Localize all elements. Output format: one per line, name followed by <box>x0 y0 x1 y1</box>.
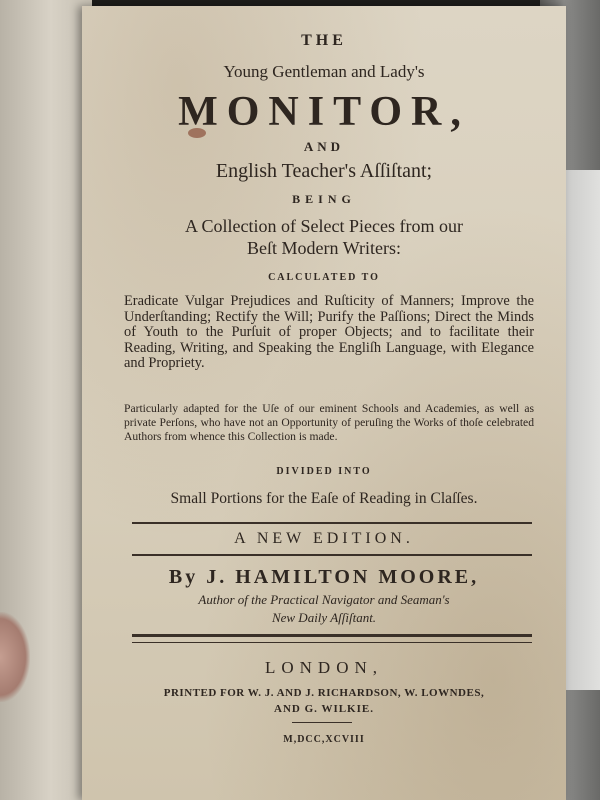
collection-line-2: Beſt Modern Writers: <box>247 238 401 258</box>
portions-line: Small Portions for the Eaſe of Reading in Claſſes. <box>170 490 478 507</box>
author-line: By J. HAMILTON MOORE, <box>168 566 480 588</box>
author-description-2: New Daily Aſſiſtant. <box>271 610 377 625</box>
main-title: MONITOR, <box>178 89 470 135</box>
divider-rule <box>132 522 532 524</box>
short-rule <box>292 722 352 723</box>
year-line: M,DCC,XCVIII <box>283 734 365 745</box>
author-description-1: Author of the Practical Navigator and Seaman's <box>198 592 450 607</box>
divider-rule <box>132 554 532 556</box>
printer-line-1: PRINTED FOR W. J. AND J. RICHARDSON, W. LOWNDES, <box>163 687 485 699</box>
collection-line-1: A Collection of Select Pieces from our <box>185 216 463 236</box>
divider-rule-thick <box>132 634 532 637</box>
divider-rule-thin <box>132 642 532 643</box>
edition-line: A NEW EDITION. <box>234 530 414 547</box>
title-and: AND <box>303 139 345 154</box>
background-card <box>560 170 600 690</box>
title-teacher: English Teacher's Aſſiſtant; <box>215 160 433 182</box>
title-the: THE <box>301 32 347 49</box>
printer-line-2: AND G. WILKIE. <box>274 703 374 715</box>
calculated-to: CALCULATED TO <box>268 272 380 283</box>
title-being: BEING <box>292 192 356 206</box>
divided-into: DIVIDED INTO <box>276 466 372 477</box>
title-page <box>82 6 566 800</box>
purpose-paragraph: Eradicate Vulgar Prejudices and Ruſticity of Manners; Improve the Underſtanding; Rectify the Will; Purify the Paſſions; Direct the Minds of Youth to the Purſuit of proper Objects; and to facilitate their Reading, Writing, and Speaking the Engliſh Language, with Elegance and Propriety. <box>124 293 534 371</box>
finger <box>0 612 30 702</box>
title-subtitle: Young Gentleman and Lady's <box>223 62 425 81</box>
adapted-paragraph: Particularly adapted for the Uſe of our eminent Schools and Academies, as well as private Perſons, who have not an Opportunity of peruſing the Works of thoſe celebrated Authors from whence this Collection is made. <box>124 402 534 443</box>
city-line: LONDON, <box>264 658 384 677</box>
